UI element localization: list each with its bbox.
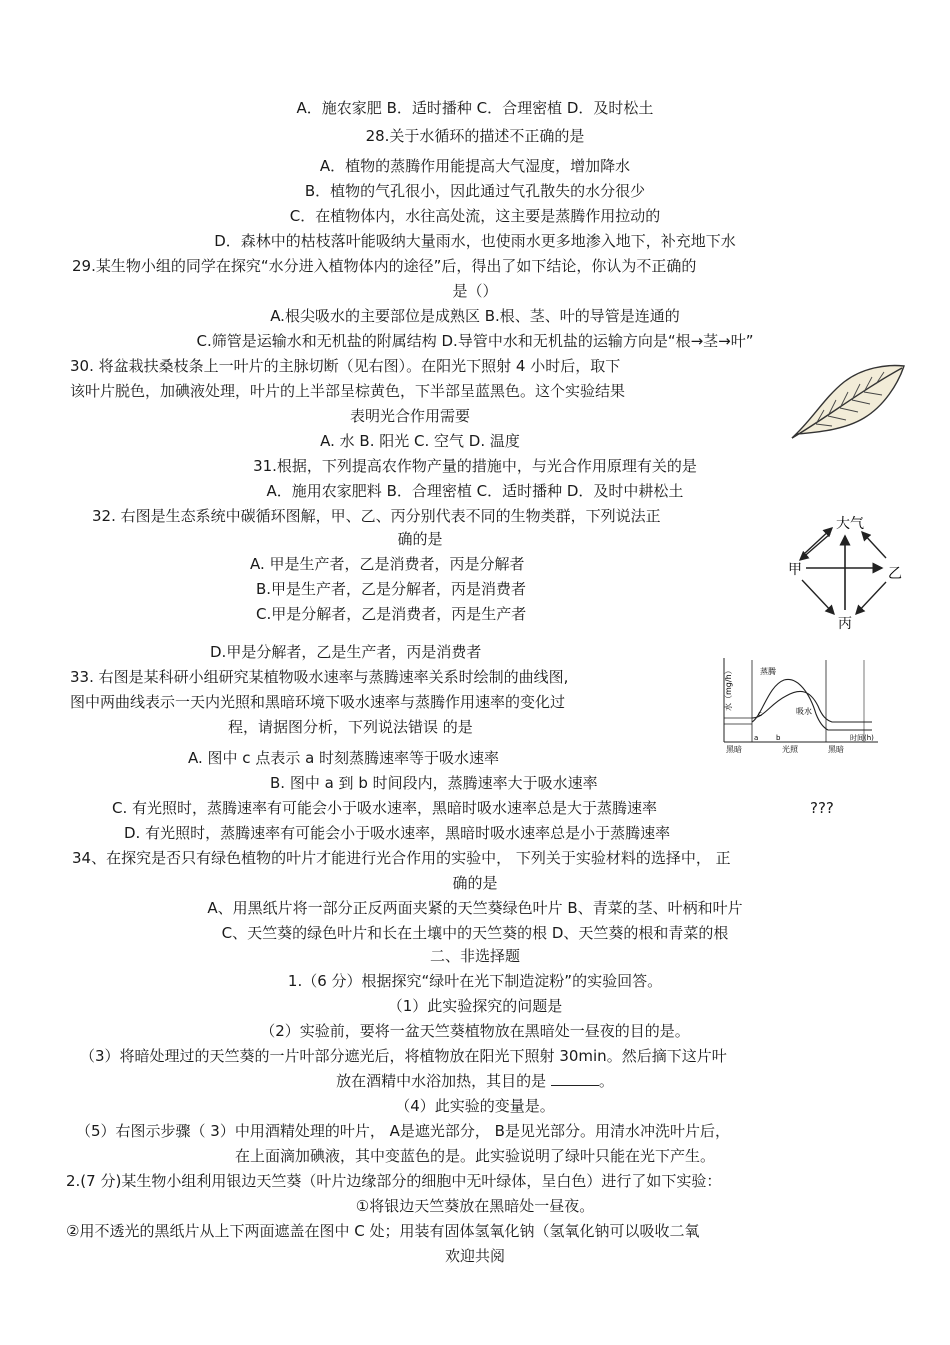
q30-options: A. 水 B. 阳光 C. 空气 D. 温度 bbox=[320, 432, 520, 450]
q28-option-a: A．植物的蒸腾作用能提高大气湿度，增加降水 bbox=[319, 157, 631, 175]
q29-stem-end: 是（） bbox=[452, 282, 498, 300]
q28-option-d: D．森林中的枯枝落叶能吸纳大量雨水，也使雨水更多地渗入地下，补充地下水 bbox=[214, 232, 736, 250]
node-yi: 乙 bbox=[888, 566, 902, 582]
leaf-figure bbox=[788, 360, 908, 442]
q29-stem: 29.某生物小组的同学在探究“水分进入植物体内的途径”后，得出了如下结论，你认为不正确的 bbox=[72, 257, 697, 275]
q33-stem-2: 图中两曲线表示一天内光照和黑暗环境下吸水速率与蒸腾作用速率的变化过 bbox=[70, 693, 566, 711]
point-b-label: b bbox=[776, 734, 781, 742]
q28-option-c: C．在植物体内，水往高处流，这主要是蒸腾作用拉动的 bbox=[289, 207, 661, 225]
q30-stem-2: 该叶片脱色，加碘液处理，叶片的上半部呈棕黄色，下半部呈蓝黑色。这个实验结果 bbox=[70, 382, 626, 400]
task1-q3-end: 。 bbox=[598, 1072, 614, 1090]
q34-stem: 34、在探究是否只有绿色植物的叶片才能进行光合作用的实验中， 下列关于实验材料的选择中， 正 bbox=[72, 849, 731, 867]
q32-option-d: D.甲是分解者，乙是生产者，丙是消费者 bbox=[210, 643, 482, 661]
task1-q3: （3）将暗处理过的天竺葵的一片叶部分遮光后，将植物放在阳光下照射 30min。然后摘下这片叶 bbox=[80, 1047, 727, 1065]
node-atmosphere: 大气 bbox=[836, 516, 864, 532]
task1-q3-cont bbox=[0, 1071, 950, 1091]
q31-options: A．施用农家肥料 B．合理密植 C．适时播种 D．及时中耕松土 bbox=[266, 482, 684, 500]
axis-y-label: 水（mg/h） bbox=[724, 666, 733, 711]
q32-option-a: A. 甲是生产者，乙是消费者，丙是分解者 bbox=[250, 555, 525, 573]
task1-q4: （4）此实验的变量是。 bbox=[395, 1097, 555, 1115]
q28-option-b: B．植物的气孔很小，因此通过气孔散失的水分很少 bbox=[304, 182, 646, 200]
q33-stem: 33. 右图是某科研小组研究某植物吸水速率与蒸腾速率关系时绘制的曲线图, bbox=[70, 668, 569, 686]
curve-transpiration-label: 蒸腾 bbox=[760, 667, 776, 676]
q31-stem: 31.根据，下列提高农作物产量的措施中，与光合作用原理有关的是 bbox=[253, 457, 697, 475]
q34-options-cd: C、天竺葵的绿色叶片和长在土壤中的天竺葵的根 D、天竺葵的根和青菜的根 bbox=[221, 924, 729, 942]
q32-stem: 32. 右图是生态系统中碳循环图解，甲、乙、丙分别代表不同的生物类群，下列说法正 bbox=[92, 507, 661, 525]
q33-option-c: C. 有光照时，蒸腾速率有可能会小于吸水速率，黑暗时吸水速率总是大于蒸腾速率 bbox=[112, 799, 658, 817]
question-marks: ??? bbox=[810, 799, 834, 817]
point-c-label: c bbox=[758, 710, 762, 718]
task2-step1: ①将银边天竺葵放在黑暗处一昼夜。 bbox=[355, 1197, 595, 1215]
q28-stem: 28.关于水循环的描述不正确的是 bbox=[365, 127, 585, 145]
q33-option-d: D. 有光照时，蒸腾速率有可能会小于吸水速率，黑暗时吸水速率总是小于蒸腾速率 bbox=[124, 824, 671, 842]
q33-option-a: A. 图中 c 点表示 a 时刻蒸腾速率等于吸水速率 bbox=[188, 749, 500, 767]
segment-light: 光照 bbox=[782, 745, 798, 754]
curve-absorption-label: 吸水 bbox=[796, 707, 812, 716]
answer-blank bbox=[551, 1071, 599, 1086]
q30-stem-3: 表明光合作用需要 bbox=[349, 407, 470, 425]
q32-option-c: C.甲是分解者，乙是消费者，丙是生产者 bbox=[256, 605, 527, 623]
water-rate-figure bbox=[712, 656, 884, 754]
task2-stem: 2.(7 分)某生物小组利用银边天竺葵（叶片边缘部分的细胞中无叶绿体，呈白色）进行了如下实验： bbox=[66, 1172, 722, 1190]
q33-option-b: B. 图中 a 到 b 时间段内，蒸腾速率大于吸水速率 bbox=[270, 774, 598, 792]
node-bing: 丙 bbox=[838, 616, 852, 632]
segment-dark-1: 黑暗 bbox=[726, 745, 742, 754]
q32-stem-end: 确的是 bbox=[397, 530, 443, 548]
page-footer: 欢迎共阅 bbox=[444, 1247, 505, 1265]
q33-stem-3: 程，请据图分析，下列说法错误 的是 bbox=[228, 718, 473, 736]
q34-options-ab: A、用黑纸片将一部分正反两面夹紧的天竺葵绿色叶片 B、青菜的茎、叶柄和叶片 bbox=[207, 899, 743, 917]
task1-q2: （2）实验前，要将一盆天竺葵植物放在黑暗处一昼夜的目的是。 bbox=[260, 1022, 690, 1040]
node-jia: 甲 bbox=[788, 562, 802, 578]
point-a-label: a bbox=[754, 734, 759, 742]
task1-stem: 1.（6 分）根据探究“绿叶在光下制造淀粉”的实验回答。 bbox=[287, 972, 663, 990]
q29-options-ab: A.根尖吸水的主要部位是成熟区 B.根、茎、叶的导管是连通的 bbox=[270, 307, 680, 325]
task1-q3-text: 放在酒精中水浴加热，其目的是 bbox=[336, 1072, 547, 1090]
q29-options-cd: C.筛管是运输水和无机盐的附属结构 D.导管中水和无机盐的运输方向是“根→茎→叶” bbox=[196, 332, 754, 350]
carbon-cycle-figure bbox=[782, 510, 912, 636]
q34-stem-end: 确的是 bbox=[452, 874, 498, 892]
segment-dark-2: 黑暗 bbox=[828, 745, 844, 754]
q30-stem: 30. 将盆栽扶桑枝条上一叶片的主脉切断（见右图）。在阳光下照射 4 小时后，取下 bbox=[70, 357, 621, 375]
q32-option-b: B.甲是生产者，乙是分解者，丙是消费者 bbox=[256, 580, 527, 598]
q27-options: A．施农家肥 B．适时播种 C．合理密植 D．及时松土 bbox=[296, 99, 654, 117]
task1-q5-cont: 在上面滴加碘液，其中变蓝色的是。此实验说明了绿叶只能在光下产生。 bbox=[234, 1147, 715, 1165]
task2-step2: ②用不透光的黑纸片从上下两面遮盖在图中 C 处；用装有固体氢氧化钠（氢氧化钠可以吸收二氧 bbox=[66, 1222, 700, 1240]
axis-x-label: 时间(h) bbox=[850, 734, 874, 742]
task1-q1: （1）此实验探究的问题是 bbox=[387, 997, 563, 1015]
task1-q5: （5）右图示步骤（ 3）中用酒精处理的叶片， A是遮光部分， B是见光部分。用清水冲洗叶片后， bbox=[76, 1122, 730, 1140]
section-heading: 二、非选择题 bbox=[429, 947, 520, 965]
